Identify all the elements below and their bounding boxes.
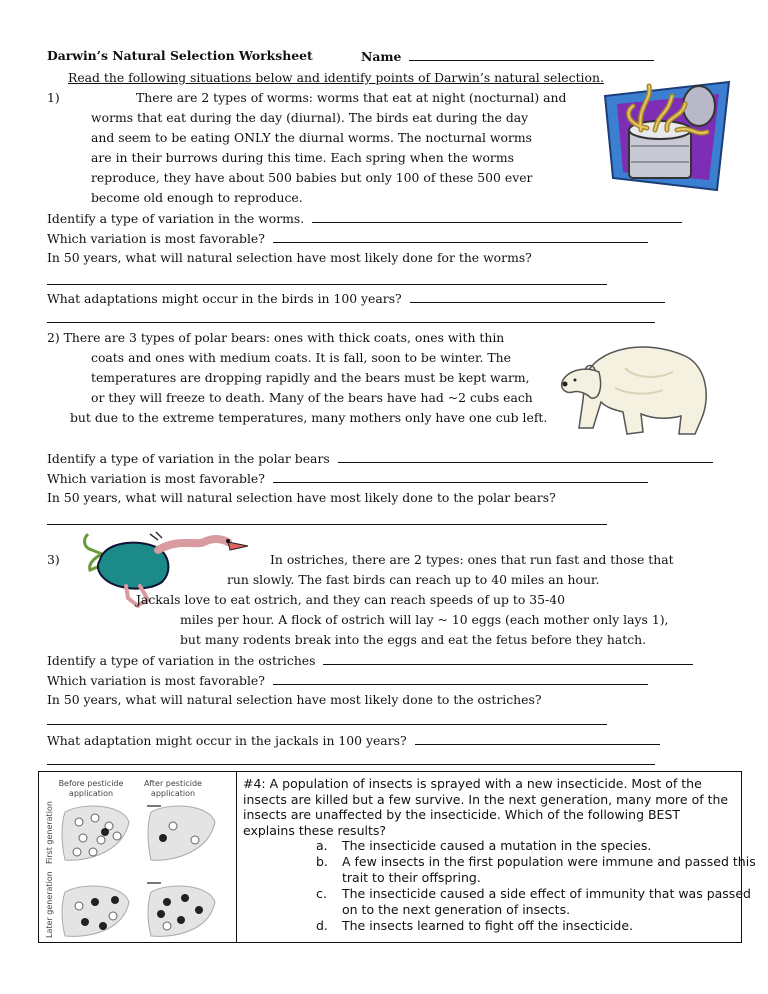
q4-option-c[interactable] — [316, 886, 762, 917]
diagram-col1-label-2: application — [68, 789, 114, 798]
q2-line: temperatures are dropping rapidly and the bears must be kept warm, — [91, 370, 530, 385]
q3-line: miles per hour. A flock of ostrich will lay ~ 10 eggs (each mother only lays 1), — [180, 612, 669, 627]
q2-line: or they will freeze to death. Many of the bears have had ~2 cubs each — [91, 390, 533, 405]
leaf-before-gen2 — [62, 886, 129, 936]
option-text: A few insects in the first population were immune and passed this trait to their offspring. — [342, 854, 756, 885]
name-input-line[interactable] — [409, 48, 654, 61]
answer-line[interactable] — [47, 524, 607, 525]
q2-prompt-variation — [47, 450, 713, 467]
answer-line[interactable] — [47, 724, 607, 725]
diagram-row2-label: Later generation — [45, 871, 54, 938]
diagram-col2-label: After pesticide — [144, 779, 202, 788]
name-field-row — [361, 48, 654, 65]
option-letter: b. — [316, 854, 328, 869]
q2-prompt-text: Which variation is most favorable? — [47, 471, 265, 486]
q2-line: coats and ones with medium coats. It is fall, soon to be winter. The — [91, 350, 511, 365]
insecticide-diagram — [43, 776, 233, 938]
q1-prompt-favorable — [47, 230, 648, 247]
name-label: Name — [361, 49, 402, 64]
option-text: The insecticide caused a mutation in the species. — [342, 838, 652, 853]
option-letter: a. — [316, 838, 328, 853]
answer-line[interactable] — [273, 672, 648, 685]
q1-prompt-adaptations — [47, 290, 665, 307]
q2-prompt-text: Identify a type of variation in the polar bears — [47, 451, 330, 466]
answer-line[interactable] — [415, 732, 660, 745]
q4-divider — [236, 772, 237, 942]
q2-prompt-favorable — [47, 470, 648, 487]
q3-prompt-favorable — [47, 672, 648, 689]
q3-line: In ostriches, there are 2 types: ones that run fast and those that — [270, 552, 674, 567]
q1-prompt-text: Which variation is most favorable? — [47, 231, 265, 246]
q1-line: There are 2 types of worms: worms that eat at night (nocturnal) and — [136, 90, 567, 105]
q4-option-b[interactable] — [316, 854, 762, 885]
q1-prompt-selection: In 50 years, what will natural selection have most likely done for the worms? — [47, 250, 532, 265]
diagram-col1-label: Before pesticide — [58, 779, 124, 788]
q1-prompt-text: What adaptations might occur in the birds in 100 years? — [47, 291, 402, 306]
diagram-row1-label: First generation — [45, 801, 54, 864]
instructions: Read the following situations below and identify points of Darwin’s natural selection. — [68, 70, 604, 85]
option-letter: d. — [316, 918, 328, 933]
worms-in-can-image — [597, 76, 735, 196]
q1-line: reproduce, they have about 500 babies but only 100 of these 500 ever — [91, 170, 533, 185]
option-letter: c. — [316, 886, 327, 901]
answer-line[interactable] — [47, 284, 607, 285]
q3-number: 3) — [47, 552, 60, 567]
option-text: The insects learned to fight off the insecticide. — [342, 918, 633, 933]
q1-prompt-text: Identify a type of variation in the worms. — [47, 211, 305, 226]
q2-line: 2) There are 3 types of polar bears: ones with thick coats, ones with thin — [47, 330, 505, 345]
q1-number: 1) — [47, 90, 60, 105]
q1-line: and seem to be eating ONLY the diurnal worms. The nocturnal worms — [91, 130, 533, 145]
leaf-after-gen2 — [148, 886, 215, 936]
diagram-col2-label-2: application — [150, 789, 196, 798]
q3-prompt-text: What adaptation might occur in the jackals in 100 years? — [47, 733, 407, 748]
q1-line: are in their burrows during this time. Each spring when the worms — [91, 150, 514, 165]
q4-box — [38, 771, 756, 943]
polar-bear-image — [555, 328, 715, 440]
answer-line[interactable] — [47, 322, 655, 323]
q4-option-a[interactable] — [316, 838, 651, 854]
answer-line[interactable] — [47, 764, 655, 765]
q2-prompt-selection: In 50 years, what will natural selection have most likely done to the polar bears? — [47, 490, 556, 505]
answer-line[interactable] — [323, 652, 693, 665]
answer-line[interactable] — [273, 230, 648, 243]
q3-prompt-adaptation — [47, 732, 660, 749]
worksheet-title: Darwin’s Natural Selection Worksheet — [47, 48, 313, 63]
option-text: The insecticide caused a side effect of immunity that was passed on to the next generation of insects. — [342, 886, 751, 917]
answer-line[interactable] — [410, 290, 665, 303]
q1-prompt-variation — [47, 210, 682, 227]
q3-prompt-text: Which variation is most favorable? — [47, 673, 265, 688]
q4-option-d[interactable] — [316, 918, 633, 934]
q3-line: but many rodents break into the eggs and eat the fetus before they hatch. — [180, 632, 647, 647]
q2-line: but due to the extreme temperatures, many mothers only have one cub left. — [70, 410, 548, 425]
q1-line: worms that eat during the day (diurnal). The birds eat during the day — [91, 110, 529, 125]
q1-line: become old enough to reproduce. — [91, 190, 303, 205]
q3-line: run slowly. The fast birds can reach up to 40 miles an hour. — [227, 572, 600, 587]
q3-prompt-selection: In 50 years, what will natural selection have most likely done to the ostriches? — [47, 692, 542, 707]
q3-line: Jackals love to eat ostrich, and they can reach speeds of up to 35-40 — [136, 592, 565, 607]
answer-line[interactable] — [312, 210, 682, 223]
q4-stem: #4: A population of insects is sprayed with a new insecticide. Most of the insects are killed but a few survive. In the next generation, many more of the insects are unaffected by the insecticide. Which of the following BEST explains these results? — [243, 776, 729, 838]
leaf-after-gen1 — [148, 806, 215, 860]
answer-line[interactable] — [338, 450, 713, 463]
q3-prompt-variation — [47, 652, 693, 669]
answer-line[interactable] — [273, 470, 648, 483]
q3-prompt-text: Identify a type of variation in the ostriches — [47, 653, 316, 668]
